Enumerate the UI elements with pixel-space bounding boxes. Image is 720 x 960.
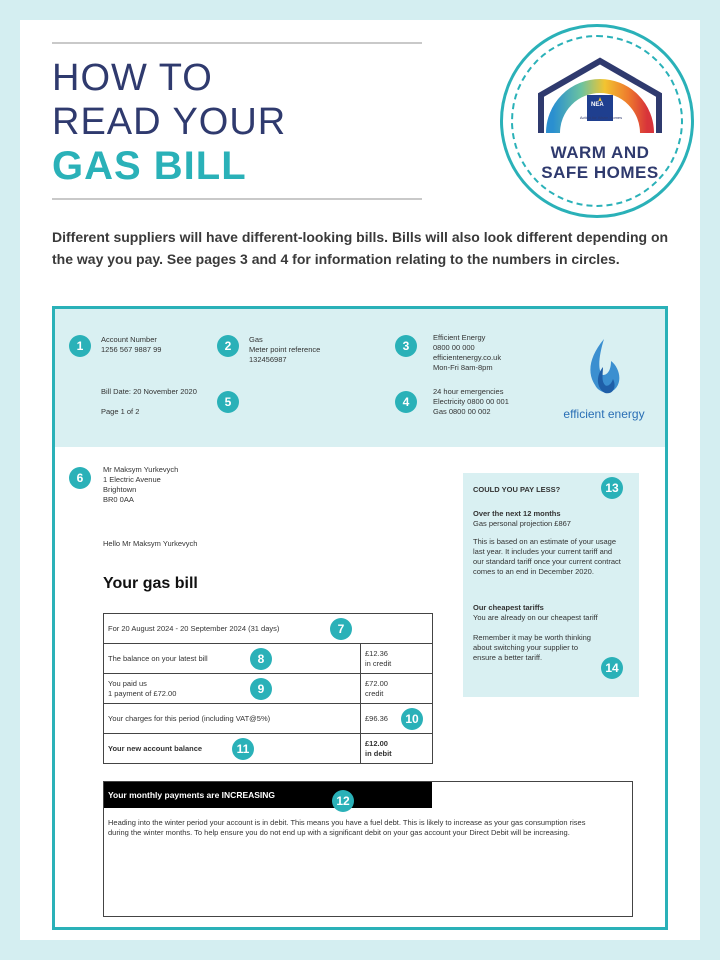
supplier-hours: Mon-Fri 8am-8pm [433,363,493,372]
save-projection: Gas personal projection £867 [473,519,571,528]
circle-number-5: 5 [217,391,239,413]
bottom-divider [52,198,422,200]
table-row [104,614,433,644]
save-title: COULD YOU PAY LESS? [473,485,561,494]
balance-label: The balance on your latest bill [108,653,208,663]
nea-tagline: Action for Warm Homes [579,115,623,120]
supplier-block [433,333,501,373]
balance-value: £12.36 [365,648,388,658]
paid-label-cell [104,674,361,704]
save-body: This is based on an estimate of your usage last year. It includes your current tariff and our standard tariff once your current contract comes to an end in December 2020. [473,537,621,576]
new-balance-label-cell [104,734,361,764]
emergency-block [433,387,509,417]
circle-number-3: 3 [395,335,417,357]
circle-number-1: 1 [69,335,91,357]
table-row [104,734,433,764]
cheapest-title: Our cheapest tariffs [473,603,544,612]
page [20,20,700,940]
charges-label-cell [104,704,361,734]
address-street: 1 Electric Avenue [103,475,161,484]
emergency-title: 24 hour emergencies [433,387,504,396]
circle-number-10: 10 [401,708,423,730]
charges-label: Your charges for this period (including VAT@5%) [108,713,271,723]
circle-number-8: 8 [250,648,272,670]
gas-flame-icon [549,337,659,407]
supplier-name: Efficient Energy [433,333,486,342]
monthly-body: Heading into the winter period your account is in debit. This means you have a fuel debt. This is likely to increase as your gas consumption rises during the winter months. To help ensure you do not end up with a significant debit on your gas account your Direct Debit will be increasing. [108,818,586,837]
table-row [104,674,433,704]
sample-bill [52,306,668,930]
account-number: 1256 567 9887 99 [101,345,162,354]
badge-line-2: SAFE HOMES [541,163,659,182]
charges-value-cell [361,704,433,734]
paid-value: £72.00 [365,678,388,688]
new-balance-state: in debit [365,748,392,758]
address-name: Mr Maksym Yurkevych [103,465,179,474]
could-you-pay-less-panel [463,473,639,697]
page-count: Page 1 of 2 [101,407,140,416]
period-text: For 20 August 2024 - 20 September 2024 (31 days) [108,623,280,633]
monthly-payments-box [103,781,633,917]
warm-safe-homes-badge [500,24,694,218]
circle-number-14: 14 [601,657,623,679]
greeting: Hello Mr Maksym Yurkevych [103,539,198,548]
supplier-web: efficientenergy.co.uk [433,353,502,362]
new-balance-value-cell [361,734,433,764]
circle-number-13: 13 [601,477,623,499]
paid-label-2: 1 payment of £72.00 [108,688,177,698]
account-label: Account Number [101,335,157,344]
address-town: Brightown [103,485,137,494]
circle-number-2: 2 [217,335,239,357]
address-block [103,465,178,505]
circle-number-9: 9 [250,678,272,700]
circle-number-7: 7 [330,618,352,640]
badge-line-1: WARM AND [550,143,650,162]
circle-number-11: 11 [232,738,254,760]
table-row [104,704,433,734]
page-title [52,56,286,188]
meter-number: 132456987 [249,355,287,364]
new-balance-value: £12.00 [365,738,388,748]
gas-label: Gas [249,335,263,344]
your-gas-bill-heading: Your gas bill [103,575,198,592]
charges-value: £96.36 [365,713,388,723]
supplier-logo-text: efficient energy [563,407,645,421]
nea-logo-text: NEA [591,102,604,108]
paid-value-cell [361,674,433,704]
period-cell [104,614,433,644]
bill-header-panel [55,309,665,447]
circle-number-12: 12 [332,790,354,812]
intro-paragraph: Different suppliers will have different-looking bills. Bills will also look different depending on the way you pay. See pages 3 and 4 for information relating to the numbers in circles. [52,229,669,267]
save-subtitle: Over the next 12 months [473,509,561,518]
meter-label: Meter point reference [249,345,321,354]
balance-state: in credit [365,658,392,668]
monthly-title: Your monthly payments are INCREASING [104,782,432,808]
address-postcode: BR0 0AA [103,495,134,504]
paid-label-1: You paid us [108,678,147,688]
emergency-gas: Gas 0800 00 002 [433,407,491,416]
bill-date: Bill Date: 20 November 2020 [101,387,197,396]
title-line-3: GAS BILL [52,144,247,188]
house-logo-icon [531,55,669,135]
title-line-1: HOW TO [52,57,213,99]
table-row [104,644,433,674]
remember-note: Remember it may be worth thinking about switching your supplier to ensure a better tariff. [473,633,591,662]
new-balance-label: Your new account balance [108,743,203,753]
paid-state: credit [365,688,384,698]
balance-label-cell [104,644,361,674]
account-block [101,335,161,355]
supplier-phone: 0800 00 000 [433,343,475,352]
emergency-electricity: Electricity 0800 00 001 [433,397,509,406]
meter-block [249,335,320,365]
circle-number-4: 4 [395,391,417,413]
balance-value-cell [361,644,433,674]
title-line-2: READ YOUR [52,101,287,143]
circle-number-6: 6 [69,467,91,489]
bill-summary-table [103,613,433,764]
top-divider [52,42,422,44]
cheapest-body: You are already on our cheapest tariff [473,613,598,622]
